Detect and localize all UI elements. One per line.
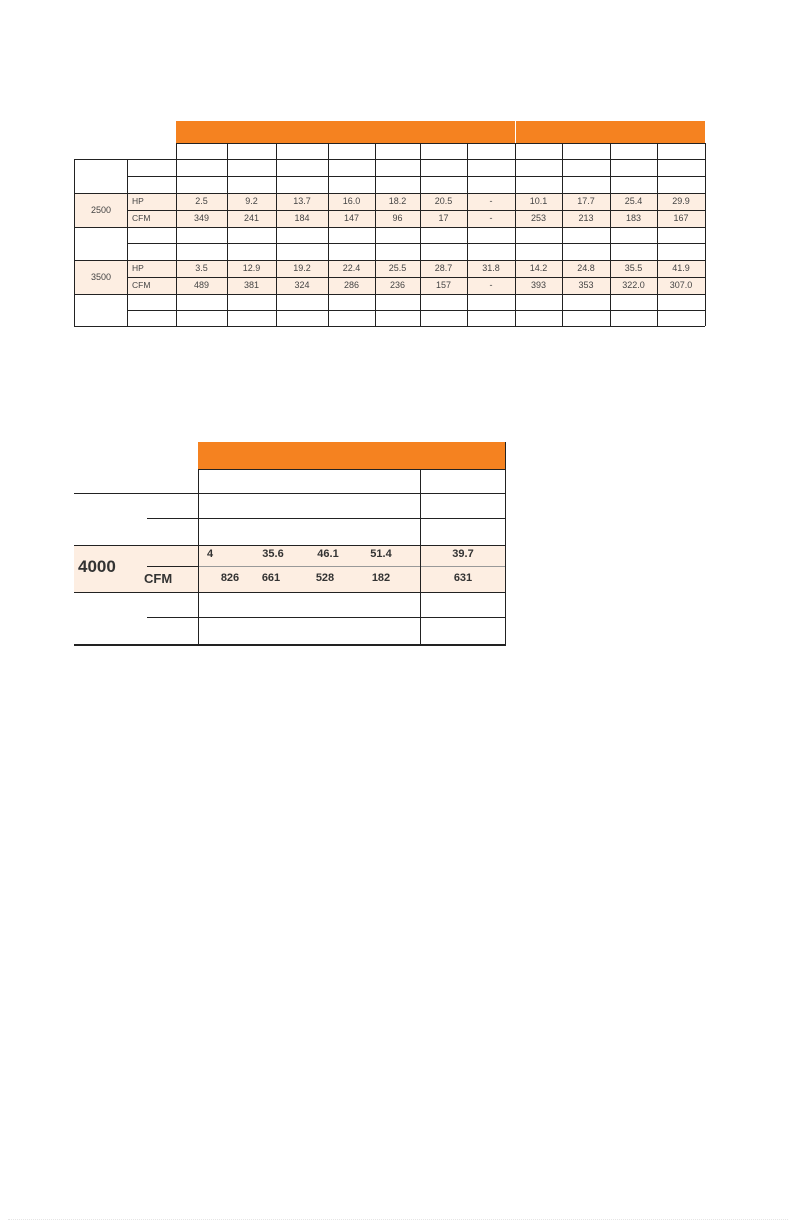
grid-line	[705, 143, 706, 326]
table-1-value-cell: 22.4	[342, 263, 361, 273]
table-1-value-cell: 29.9	[672, 196, 690, 206]
grid-line	[127, 159, 128, 326]
table-1-value-cell: 147	[343, 213, 360, 223]
row-label-hp: HP	[132, 196, 144, 206]
table-1-value-cell: 184	[294, 213, 310, 223]
table-1-value-cell: -	[489, 213, 493, 223]
rpm-label: 2500	[90, 205, 112, 215]
hp-value: 51.4	[370, 548, 392, 560]
table-1-value-cell: 41.9	[672, 263, 690, 273]
cfm-value: 631	[453, 572, 473, 584]
grid-line	[176, 143, 705, 144]
table-1-value-cell: 167	[673, 213, 689, 223]
hp-value: 46.1	[317, 548, 339, 560]
table-1-value-cell: 2.5	[195, 196, 208, 206]
table-1-value-cell: 96	[392, 213, 403, 223]
footer-marks	[8, 1219, 788, 1224]
cfm-value: 182	[371, 572, 391, 584]
table-1-value-cell: 17	[438, 213, 449, 223]
table-1-value-cell: 349	[193, 213, 210, 223]
table-1-value-cell: 241	[243, 213, 260, 223]
table-1-value-cell: -	[489, 196, 493, 206]
table-1-value-cell: 324	[294, 280, 310, 290]
table-1-value-cell: 183	[625, 213, 642, 223]
table-1-header-band-right	[516, 121, 705, 143]
grid-line	[127, 176, 705, 177]
table-1-value-cell: 307.0	[669, 280, 693, 290]
table-1-value-cell: 18.2	[388, 196, 407, 206]
table-1-value-cell: 13.7	[293, 196, 311, 206]
table-1-value-cell: 236	[389, 280, 406, 290]
table-1-value-cell: -	[489, 280, 493, 290]
table-2-header-band	[198, 442, 506, 469]
hp-value: 4	[206, 548, 214, 560]
grid-line	[562, 143, 563, 326]
table-1-value-cell: 10.1	[529, 196, 548, 206]
row-label-hp: HP	[132, 263, 144, 273]
grid-line	[74, 159, 75, 326]
table-1-value-cell: 3.5	[195, 263, 208, 273]
grid-line	[328, 143, 329, 326]
table-1-value-cell: 253	[530, 213, 547, 223]
row-label-cfm: CFM	[132, 280, 151, 290]
table-1-value-cell: 286	[343, 280, 360, 290]
grid-line	[276, 143, 277, 326]
grid-line	[467, 143, 468, 326]
grid-line	[147, 617, 506, 618]
cfm-value: 528	[315, 572, 335, 584]
table-1-value-cell: 25.5	[388, 263, 407, 273]
grid-line	[74, 644, 506, 646]
table-1-value-cell: 19.2	[293, 263, 311, 273]
grid-line	[505, 442, 506, 645]
table-1-value-cell: 393	[530, 280, 547, 290]
grid-line	[74, 493, 506, 494]
table-1-value-cell: 16.0	[342, 196, 361, 206]
table-1-value-cell: 35.5	[624, 263, 643, 273]
grid-line	[176, 143, 177, 326]
table-1-header-band-left	[176, 121, 515, 143]
table-1-value-cell: 14.2	[529, 263, 548, 273]
grid-line	[127, 243, 705, 244]
table-1-value-cell: 24.8	[577, 263, 595, 273]
table-1-value-cell: 157	[435, 280, 452, 290]
grid-line	[227, 143, 228, 326]
grid-line	[515, 143, 516, 326]
table-1-value-cell: 489	[193, 280, 210, 290]
hp-value: 39.7	[452, 548, 474, 560]
row-label-cfm: CFM	[132, 213, 151, 223]
grid-line	[74, 326, 705, 327]
table-1-value-cell: 9.2	[245, 196, 258, 206]
grid-line	[420, 143, 421, 326]
row-label-cfm: CFM	[144, 571, 173, 586]
table-1-value-cell: 31.8	[482, 263, 500, 273]
grid-line	[147, 566, 198, 567]
table-1-value-cell: 353	[578, 280, 594, 290]
grid-line	[610, 143, 611, 326]
table-1-value-cell: 20.5	[434, 196, 453, 206]
grid-line	[657, 143, 658, 326]
grid-line	[74, 592, 506, 593]
table-1-value-cell: 213	[578, 213, 594, 223]
grid-line	[198, 566, 506, 567]
rpm-label: 4000	[78, 557, 116, 576]
table-1-value-cell: 25.4	[624, 196, 643, 206]
grid-line	[375, 143, 376, 326]
table-1-value-cell: 17.7	[577, 196, 595, 206]
hp-value: 35.6	[262, 548, 284, 560]
cfm-value: 826	[220, 572, 240, 584]
table-1-value-cell: 12.9	[242, 263, 261, 273]
table-1-value-cell: 28.7	[434, 263, 453, 273]
cfm-value: 661	[261, 572, 281, 584]
rpm-label: 3500	[90, 272, 112, 282]
table-1-value-cell: 381	[243, 280, 260, 290]
grid-line	[198, 469, 506, 470]
grid-line	[147, 518, 506, 519]
grid-line	[127, 310, 705, 311]
table-1-value-cell: 322.0	[622, 280, 645, 290]
